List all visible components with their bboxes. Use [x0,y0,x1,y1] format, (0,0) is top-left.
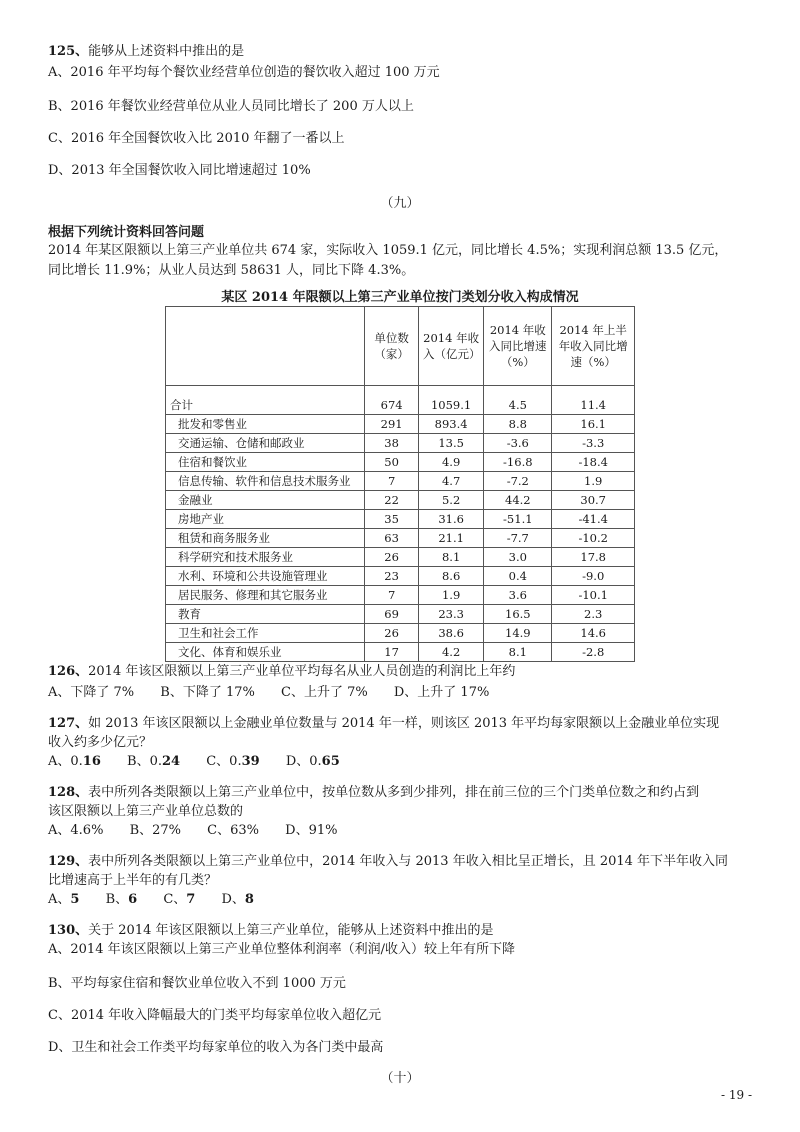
table-row [166,643,635,662]
row-growth: 3.6 [484,586,552,605]
table-header-row [166,307,635,386]
option-value: 8 [244,892,254,907]
question-number: 129、 [48,854,89,869]
row-growth: 8.8 [484,415,552,434]
row-h1-growth: -10.2 [552,529,635,548]
row-name: 水利、环境和公共设施管理业 [166,567,365,586]
question-number: 128、 [48,785,89,800]
question-125 [48,42,758,61]
row-h1-growth: -41.4 [552,510,635,529]
row-growth: -7.2 [484,472,552,491]
row-units: 35 [365,510,419,529]
row-h1-growth: -2.8 [552,643,635,662]
row-name: 卫生和社会工作 [166,624,365,643]
row-name: 住宿和餐饮业 [166,453,365,472]
option-value: 24 [162,754,181,769]
row-growth: -16.8 [484,453,552,472]
question-130 [48,921,758,940]
row-units: 17 [365,643,419,662]
row-name: 教育 [166,605,365,624]
option-b: B、平均每家住宿和餐饮业单位收入不到 1000 万元 [48,976,346,991]
row-income: 893.4 [419,415,484,434]
option-value: 16 [82,754,101,769]
row-income: 4.2 [419,643,484,662]
row-income: 31.6 [419,510,484,529]
question-stem: 2014 年该区限额以上第三产业单位平均每名从业人员创造的利润比上年约 [88,664,516,679]
options-row-126 [48,683,511,702]
question-128 [48,783,758,802]
row-units: 22 [365,491,419,510]
table-row [166,491,635,510]
row-growth: 16.5 [484,605,552,624]
row-growth: -51.1 [484,510,552,529]
row-h1-growth: -18.4 [552,453,635,472]
row-h1-growth: -9.0 [552,567,635,586]
row-units: 69 [365,605,419,624]
row-growth: 8.1 [484,643,552,662]
table-row [166,472,635,491]
question-128-line-2: 该区限额以上第三产业单位总数的 [48,804,244,819]
question-stem-line-1: 表中所列各类限额以上第三产业单位中，2014 年收入与 2013 年收入相比呈正增长，且 2014 年下半年收入同 [88,854,729,869]
row-units: 7 [365,472,419,491]
intro-line-2: 同比增长 11.9%；从业人员达到 58631 人，同比下降 4.3%。 [48,263,415,278]
option-b [127,754,180,769]
option-c: C、2014 年收入降幅最大的门类平均每家单位收入超亿元 [48,1008,382,1023]
table-row [166,624,635,643]
row-units: 674 [365,386,419,415]
option-label: B、 [105,892,129,907]
row-income: 21.1 [419,529,484,548]
question-number: 130、 [48,923,89,938]
header-category [166,307,365,386]
option-label: B、0. [127,754,162,769]
table-row [166,453,635,472]
row-growth: -3.6 [484,434,552,453]
row-income: 13.5 [419,434,484,453]
option-c: C、上升了 7% [281,685,368,700]
row-income: 1059.1 [419,386,484,415]
table-row [166,529,635,548]
table-row [166,386,635,415]
page-number: - 19 - [720,1088,752,1102]
option-a [48,754,101,769]
row-name: 信息传输、软件和信息技术服务业 [166,472,365,491]
option-label: A、0. [48,754,83,769]
option-b: B、27% [129,823,182,838]
row-name: 租赁和商务服务业 [166,529,365,548]
question-stem: 关于 2014 年该区限额以上第三产业单位，能够从上述资料中推出的是 [88,923,494,938]
income-table [165,306,635,662]
question-127-line-2: 收入约多少亿元？ [48,735,153,750]
row-growth: 0.4 [484,567,552,586]
option-a [48,892,79,907]
option-c: C、63% [207,823,259,838]
row-h1-growth: -10.1 [552,586,635,605]
table-row [166,567,635,586]
row-income: 38.6 [419,624,484,643]
table-row [166,548,635,567]
option-a: A、4.6% [48,823,104,838]
table-row [166,415,635,434]
row-name: 合计 [166,386,365,415]
row-h1-growth: 11.4 [552,386,635,415]
row-units: 23 [365,567,419,586]
options-row-128 [48,821,359,840]
option-label: D、0. [285,754,322,769]
row-name: 居民服务、修理和其它服务业 [166,586,365,605]
option-value: 6 [128,892,138,907]
question-129-line-2: 比增速高于上半年的有几类？ [48,873,218,888]
question-127 [48,714,758,733]
option-c [206,754,259,769]
question-stem-line-1: 如 2013 年该区限额以上金融业单位数量与 2014 年一样，则该区 2013 年平均每家限额以上金融业单位实现 [88,716,720,731]
row-h1-growth: 30.7 [552,491,635,510]
row-income: 5.2 [419,491,484,510]
section-marker-9: （九） [380,196,420,211]
option-c: C、2016 年全国餐饮收入比 2010 年翻了一番以上 [48,131,345,146]
option-d [221,892,253,907]
table-row [166,605,635,624]
section-marker-10: （十） [380,1071,420,1086]
row-income: 23.3 [419,605,484,624]
row-growth: 3.0 [484,548,552,567]
row-h1-growth: -3.3 [552,434,635,453]
option-d: D、卫生和社会工作类平均每家单位的收入为各门类中最高 [48,1040,384,1055]
option-b: B、下降了 17% [160,685,255,700]
option-a: A、2016 年平均每个餐饮业经营单位创造的餐饮收入超过 100 万元 [48,65,440,80]
option-label: C、 [163,892,187,907]
row-income: 1.9 [419,586,484,605]
options-row-129 [48,890,276,909]
option-value: 65 [321,754,340,769]
row-name: 科学研究和技术服务业 [166,548,365,567]
row-name: 文化、体育和娱乐业 [166,643,365,662]
row-h1-growth: 17.8 [552,548,635,567]
row-name: 金融业 [166,491,365,510]
option-b [106,892,138,907]
row-growth: 44.2 [484,491,552,510]
option-value: 7 [186,892,196,907]
intro-line-1: 2014 年某区限额以上第三产业单位共 674 家，实际收入 1059.1 亿元，同比增长 4.5%；实现利润总额 13.5 亿元， [48,243,728,258]
question-number: 126、 [48,664,89,679]
option-a: A、2014 年该区限额以上第三产业单位整体利润率（利润/收入）较上年有所下降 [48,942,515,957]
header-units: 单位数（家） [365,307,419,386]
table-row [166,586,635,605]
option-label: D、 [221,892,245,907]
option-d [286,754,340,769]
option-d: D、上升了 17% [393,685,490,700]
header-growth: 2014 年收入同比增速（%） [484,307,552,386]
table-row [166,434,635,453]
row-h1-growth: 16.1 [552,415,635,434]
question-number: 127、 [48,716,89,731]
header-income: 2014 年收入（亿元） [419,307,484,386]
table-title: 某区 2014 年限额以上第三产业单位按门类划分收入构成情况 [221,290,579,305]
question-stem: 能够从上述资料中推出的是 [88,44,245,59]
option-d: D、91% [285,823,338,838]
question-stem-line-1: 表中所列各类限额以上第三产业单位中，按单位数从多到少排列，排在前三位的三个门类单位数之和约占到 [88,785,700,800]
option-label: A、 [48,892,71,907]
row-income: 8.1 [419,548,484,567]
row-h1-growth: 1.9 [552,472,635,491]
row-units: 26 [365,624,419,643]
option-label: C、0. [206,754,242,769]
row-income: 4.7 [419,472,484,491]
row-units: 7 [365,586,419,605]
row-growth: 14.9 [484,624,552,643]
row-income: 8.6 [419,567,484,586]
row-name: 批发和零售业 [166,415,365,434]
option-a: A、下降了 7% [48,685,135,700]
question-129 [48,852,758,871]
table-row [166,510,635,529]
option-value: 5 [70,892,80,907]
row-name: 房地产业 [166,510,365,529]
row-units: 38 [365,434,419,453]
row-units: 50 [365,453,419,472]
question-126 [48,662,758,681]
option-d: D、2013 年全国餐饮收入同比增速超过 10% [48,163,311,178]
header-h1-growth: 2014 年上半年收入同比增速（%） [552,307,635,386]
row-name: 交通运输、仓储和邮政业 [166,434,365,453]
row-growth: -7.7 [484,529,552,548]
option-b: B、2016 年餐饮业经营单位从业人员同比增长了 200 万人以上 [48,99,414,114]
row-h1-growth: 2.3 [552,605,635,624]
section-heading: 根据下列统计资料回答问题 [48,225,205,240]
row-income: 4.9 [419,453,484,472]
options-row-127 [48,752,362,771]
row-h1-growth: 14.6 [552,624,635,643]
row-units: 291 [365,415,419,434]
row-units: 63 [365,529,419,548]
option-c [163,892,195,907]
question-number: 125、 [48,44,89,59]
row-units: 26 [365,548,419,567]
row-growth: 4.5 [484,386,552,415]
option-value: 39 [241,754,260,769]
